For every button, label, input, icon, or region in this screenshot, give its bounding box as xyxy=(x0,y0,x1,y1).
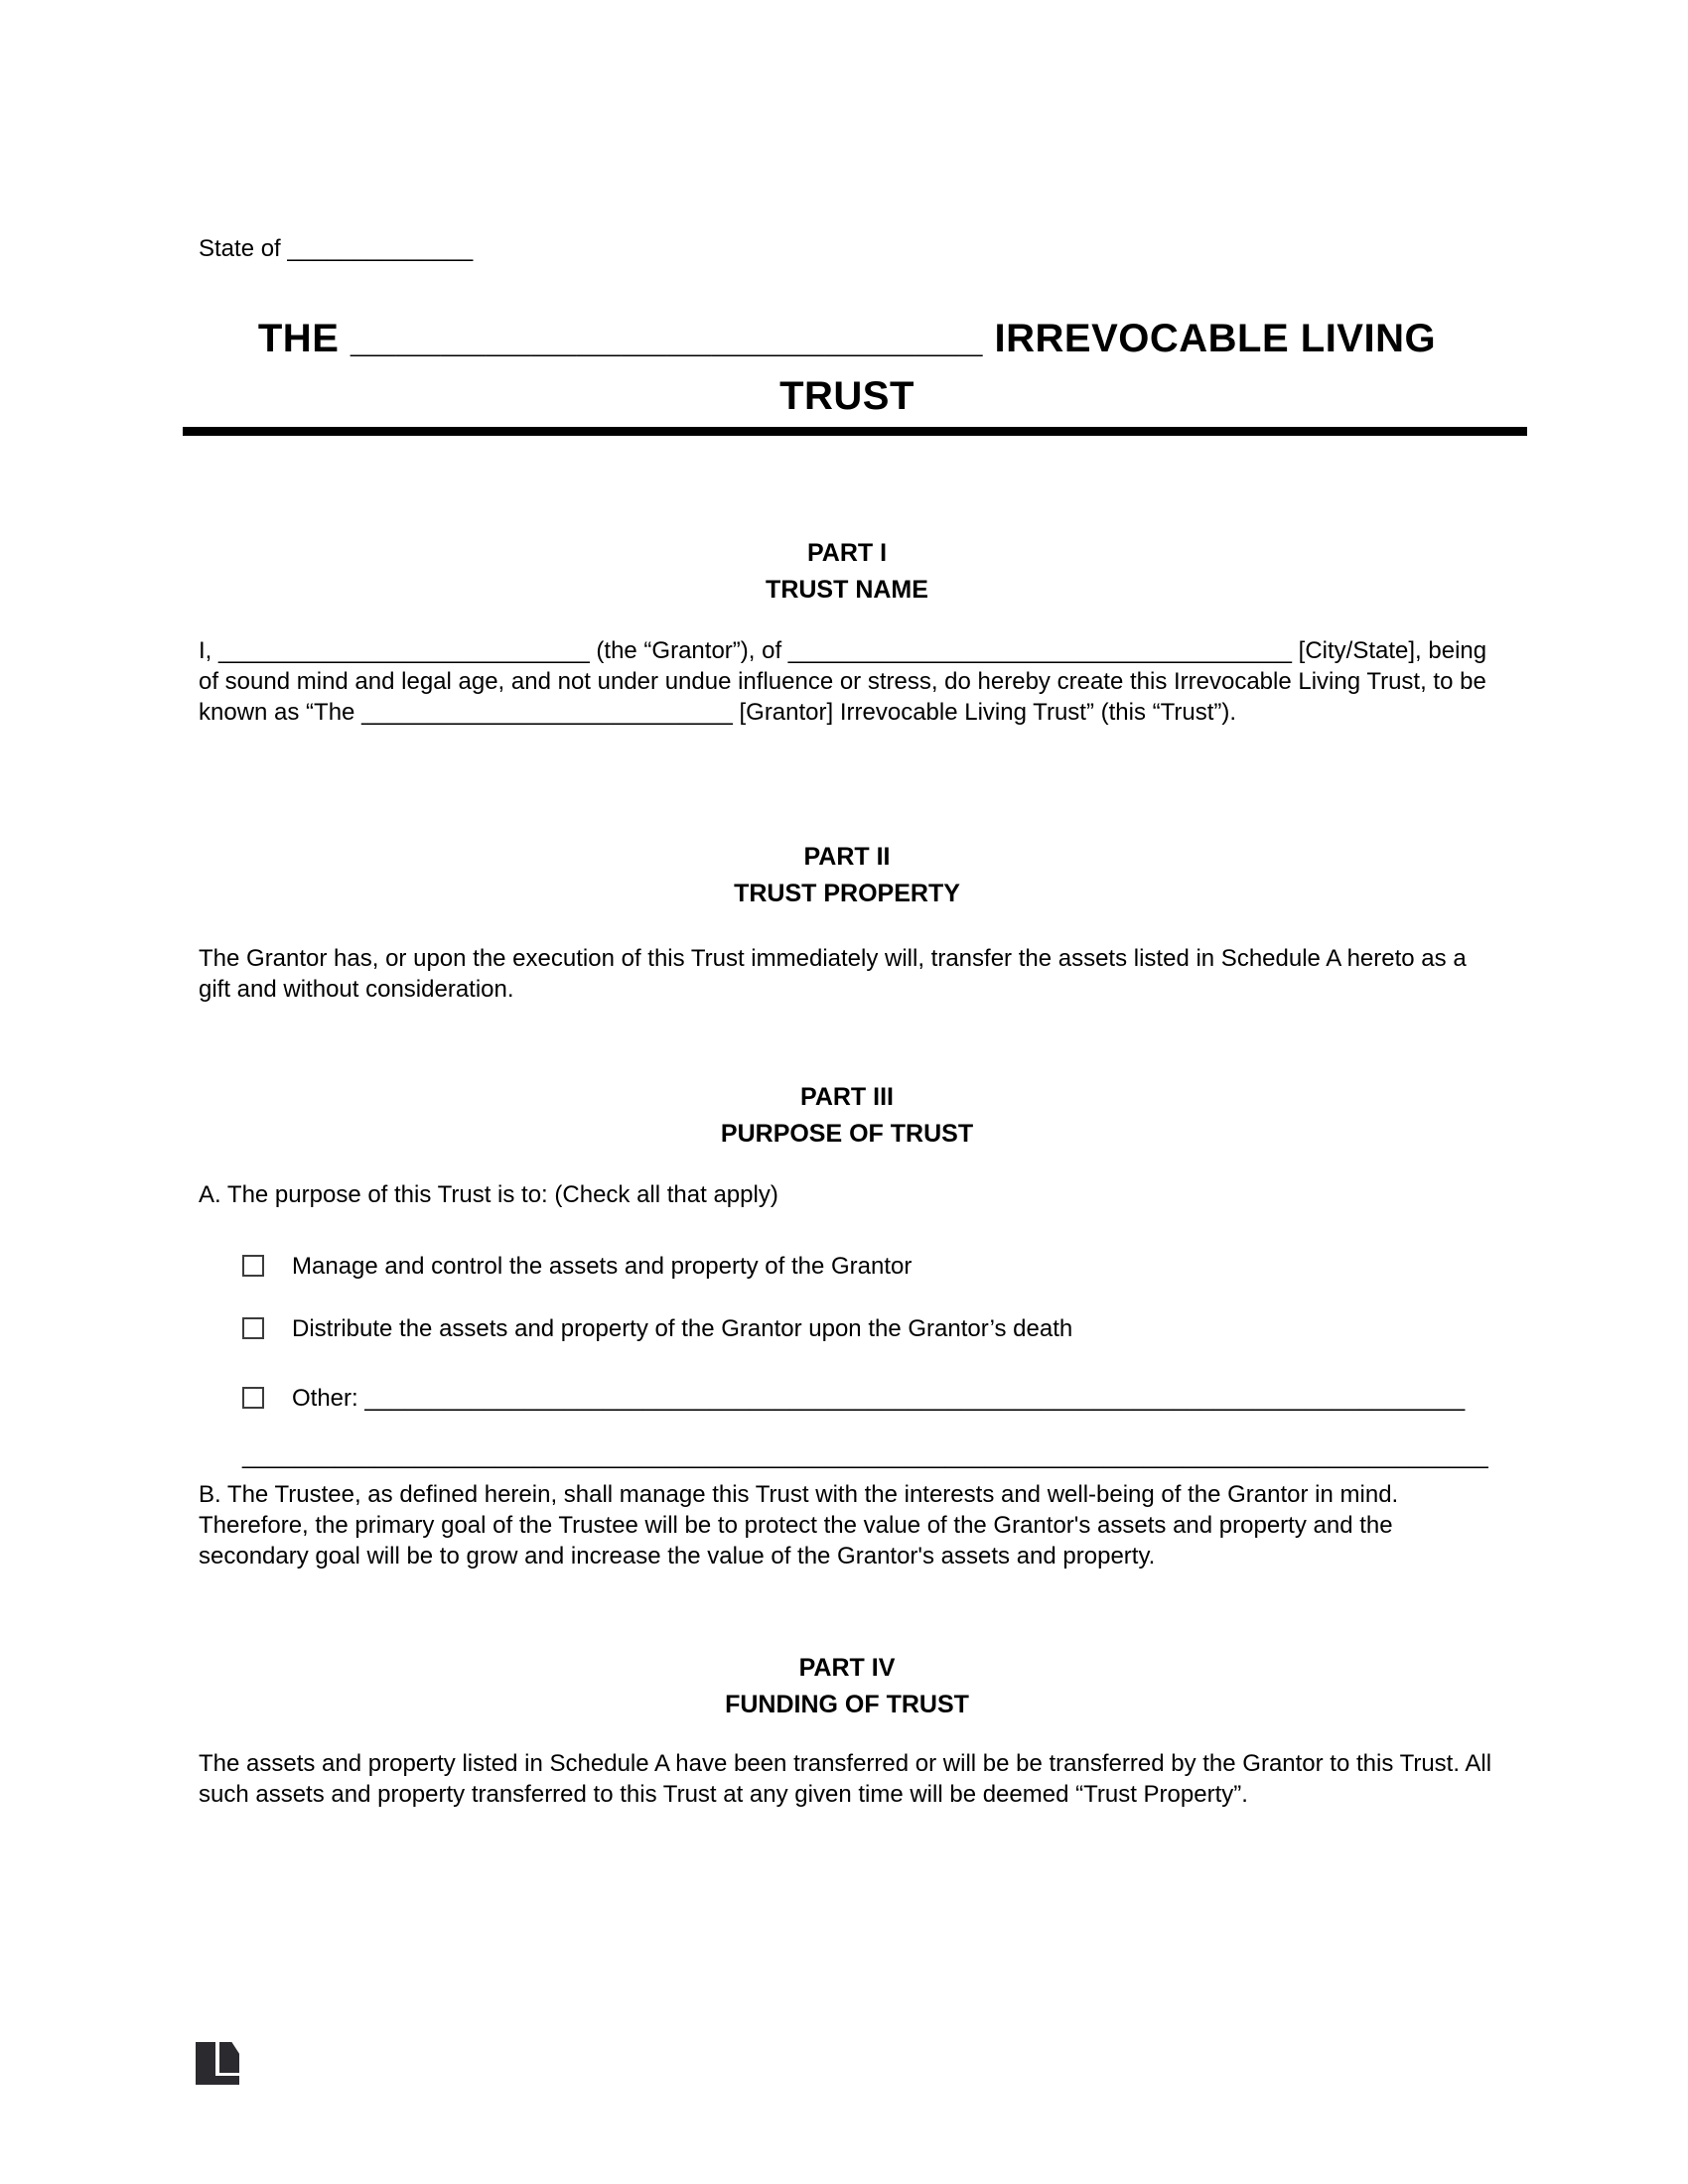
part-1-heading xyxy=(199,535,1495,609)
part-2-heading-number: PART II xyxy=(803,843,891,871)
part-3-heading-number: PART III xyxy=(800,1083,894,1111)
state-of-blank-line: ______________ xyxy=(287,235,474,262)
logo-document-shape xyxy=(219,2042,239,2073)
checkbox-label: Manage and control the assets and property of the Grantor xyxy=(292,1253,913,1280)
part-4-heading-title: FUNDING OF TRUST xyxy=(725,1691,969,1718)
legal-templates-logo xyxy=(196,2042,239,2085)
checkbox-icon[interactable] xyxy=(242,1387,264,1409)
title-suffix: IRREVOCABLE LIVING xyxy=(994,317,1437,360)
checkbox-icon[interactable] xyxy=(242,1317,264,1339)
part-2-heading xyxy=(199,839,1495,912)
checkbox-row-distribute xyxy=(199,1313,1495,1344)
part-3-item-a: A. The purpose of this Trust is to: (Check all that apply) xyxy=(199,1181,778,1208)
part-4-body: The assets and property listed in Schedule A have been transferred or will be be transferred by the Grantor to this Trust. All such assets and property transferred to this Trust at any given time will be deemed “Trust Property”. xyxy=(199,1750,1492,1808)
other-blank-line: ___________________________________________________________________________________ xyxy=(364,1385,1466,1412)
part-3-heading-title: PURPOSE OF TRUST xyxy=(720,1120,974,1148)
document-title xyxy=(199,310,1495,425)
other-label: Other: xyxy=(292,1385,358,1412)
title-line2: TRUST xyxy=(779,374,914,418)
title-prefix: THE xyxy=(257,317,340,360)
title-blank-line: ____________________________ xyxy=(351,317,983,360)
part-2-body: The Grantor has, or upon the execution of this Trust immediately will, transfer the assets listed in Schedule A hereto as a gift and without consideration. xyxy=(199,945,1467,1003)
other-continuation-blank-line: ______________________________________________________________________________________________ xyxy=(242,1442,1488,1469)
state-of-line xyxy=(199,233,1495,264)
checkbox-label: Distribute the assets and property of the Grantor upon the Grantor’s death xyxy=(292,1315,1073,1342)
checkbox-label xyxy=(292,1383,1465,1414)
part-4-heading-number: PART IV xyxy=(798,1654,896,1682)
part-4-heading xyxy=(199,1650,1495,1723)
checkbox-icon[interactable] xyxy=(242,1255,264,1277)
title-divider-rule xyxy=(183,427,1527,436)
part-2-heading-title: TRUST PROPERTY xyxy=(734,880,960,907)
checkbox-row-other xyxy=(199,1383,1495,1414)
checkbox-row-manage xyxy=(199,1251,1495,1282)
state-of-label: State of xyxy=(199,235,281,262)
part-3-heading xyxy=(199,1079,1495,1153)
logo-bottom-bar xyxy=(196,2076,239,2085)
part-1-heading-title: TRUST NAME xyxy=(766,576,928,604)
part-1-body: I, ____________________________ (the “Grantor”), of ______________________________________ [City/State], being of sound mind and legal age, and not under undue influence or stress, do hereby create this Irrevocable Living Trust, to be known as “The ____________________________ [Grantor] Irrevocable Living Trust” (this “Trust”). xyxy=(199,637,1487,726)
part-1-heading-number: PART I xyxy=(806,539,888,567)
part-3-item-b: B. The Trustee, as defined herein, shall manage this Trust with the interests and well-being of the Grantor in mind. Therefore, the primary goal of the Trustee will be to protect the value of the Grantor's assets and property and the secondary goal will be to grow and increase the value of the Grantor's assets and property. xyxy=(199,1481,1399,1570)
